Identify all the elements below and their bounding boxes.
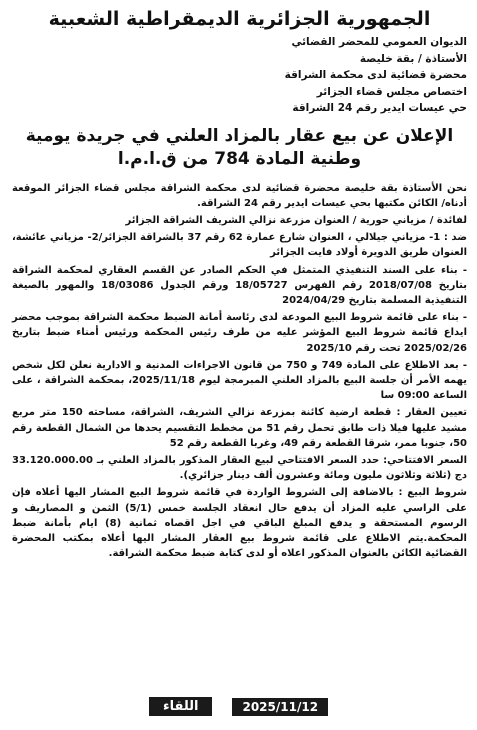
republic-title: الجمهورية الجزائرية الديمقراطية الشعبية xyxy=(48,8,431,30)
body-paragraph-beneficiary: لفائدة / مزياني حورية / العنوان مزرعة نزالي الشريف الشراقة الجزائر xyxy=(125,214,467,226)
lawyer-line: الأستاذة / بقة خليصة xyxy=(359,52,467,65)
bailiff-line: محضرة قضائية لدى محكمة الشراقة xyxy=(284,69,467,81)
office-line: الديوان العمومي للمحضر القضائي xyxy=(291,36,467,48)
newspaper-name: اللقاء xyxy=(149,697,213,716)
notice-subtitle: وطنية المادة 784 من ق.ا.م.ا xyxy=(117,148,362,169)
jurisdiction-line: اختصاص مجلس قضاء الجزائر xyxy=(316,85,467,98)
body-paragraph-against: ضد : 1- مزياني جيلالي ، العنوان شارع عمارة 62 رقم 37 بالشراقة الجزائر/2- مزياني عائشة، العنوان طريق الدويرة أولاد فايت الجزائر xyxy=(12,232,467,259)
body-paragraph-judgment: - بناء على السند التنفيذي المتمثل في الحكم الصادر عن القسم العقاري لمحكمة الشراقة بتاريخ 2018/07/08 رقم الفهرس 18/05727 ورقم الجدول 18/03086 والمهور بالصيغة التنفيذية المسلمة بتاريخ 2024/04/29 xyxy=(12,264,468,306)
body-paragraph-property: تعيين العقار : قطعة ارضية كائنة بمزرعة نزالي الشريف، الشراقة، مساحته 150 متر مربع مشيد عليها فيلا ذات طابق تحمل رقم 51 من مخطط التقسيم يحدها من الشمال القطعة رقم 50، جنوبا ممر، شرقا القطعة رقم 49، وغربا القطعة رقم 52 xyxy=(12,407,467,449)
publication-date: 2025/11/12 xyxy=(232,698,328,716)
body-paragraph-price: السعر الافتتاحي: حدد السعر الافتتاحي لبيع العقار المذكور بالمزاد العلني بـ 33.120.000.00 دج (ثلاثة وثلاثون مليون ومائة وعشرون ألف دينار جزائري). xyxy=(12,454,467,482)
notice-body xyxy=(12,181,467,562)
body-paragraph-intro: نحن الأستاذة بقة خليصة محضرة قضائية لدى محكمة الشراقة مجلس قضاء الجزائر الموقعة أدناه/ الكائن مكتبها بحي عيسات ايدير رقم 24 الشراقة. xyxy=(12,182,467,209)
body-paragraph-session: - بعد الاطلاع على المادة 749 و 750 من قانون الاجراءات المدنية و الادارية نعلن لكل شخص يهمه الأمر أن جلسة البيع بالمزاد العلني المبرمجة ليوم 2025/11/18، بمحكمة الشراقة ، على الساعة 09:00 سا xyxy=(12,359,467,402)
notice-title: الإعلان عن بيع عقار بالمزاد العلني في جريدة يومية xyxy=(25,125,454,146)
footer-bar xyxy=(0,697,477,716)
address-line: حي عيسات ايدير رقم 24 الشراقة xyxy=(292,102,467,114)
body-paragraph-sale-terms: شروط البيع : بالاضافة إلى الشروط الواردة في قائمة شروط البيع المشار اليها أعلاه فإن على الراسي عليه المزاد أن يدفع حال انعقاد الجلسة خمس (5/1) الثمن و المصاريف و الرسوم المستحقة و يدفع المبلغ الباقي في اجل اقصاه ثمانية (8) ايام بأمانة ضبط المحكمة.يتم الاطلاع على قائمة شروط بيع العقار المشار اليها أعلاه بمكتب المحضرة القضائية الكائن بالعنوان المذكور اعلاه أو لدى كتابة ضبط محكمة الشراقة. xyxy=(12,487,468,560)
body-paragraph-conditions-list: - بناء على قائمة شروط البيع المودعة لدى رئاسة أمانة الضبط محكمة الشراقة بموجب محضر ايداع قائمة شروط البيع المؤشر عليه من طرف رئيس المحكمة ورئيس أمناء ضبط بتاريخ 2025/02/26 تحت رقم 2025/10 xyxy=(12,312,467,354)
